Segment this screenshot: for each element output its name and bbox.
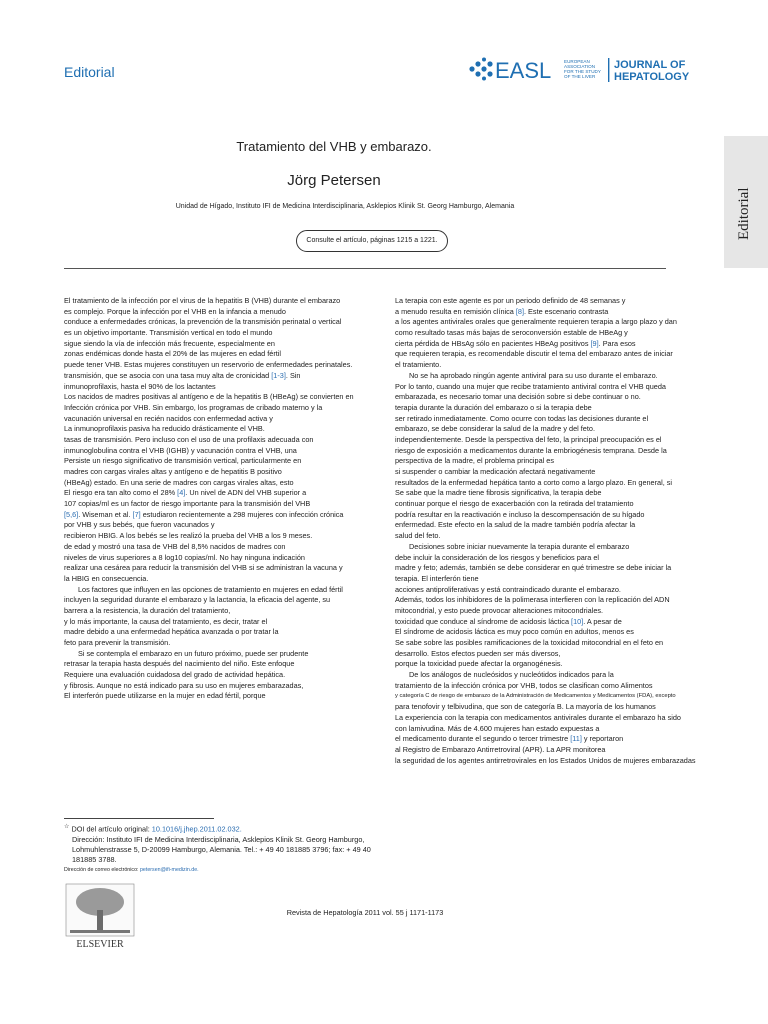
- easl-sub-line: ASSOCIATION: [564, 64, 596, 69]
- text-fragment: cierta pérdida de HBsAg sólo en pacientes HBeAg positivos: [395, 338, 591, 348]
- reference-link[interactable]: [5,6]: [64, 509, 79, 519]
- text-line: perspectiva de la madre, el problema principal es: [395, 456, 554, 466]
- text-line: madre y feto; además, también se debe considerar en qué trimestre se debe iniciar la: [395, 563, 672, 573]
- text-line: riesgo de exposición a medicamentos durante la embriogénesis temprana. Desde la: [395, 445, 667, 455]
- text-line: No se ha aprobado ningún agente antiviral para su uso durante el embarazo.: [409, 370, 658, 380]
- text-fragment: . Este escenario contrasta: [524, 306, 609, 316]
- text-line: a los agentes antivirales orales que generalmente requieren terapia a largo plazo y dan: [395, 317, 677, 327]
- text-line: Decisiones sobre iniciar nuevamente la terapia durante el embarazo: [409, 541, 630, 551]
- text-line: incluyen la seguridad durante el embarazo y la lactancia, la eficacia del agente, su: [64, 595, 331, 605]
- text-line: si suspender o cambiar la medicación afectará negativamente: [395, 467, 596, 476]
- text-line: Se sabe sobre las posibles ramificaciones de la toxicidad mitocondrial en el feto en: [395, 638, 664, 647]
- text-line: retrasar la terapia hasta después del nacimiento del niño. Este enfoque: [64, 659, 295, 669]
- text-line: debe incluir la consideración de los riesgos y beneficios para el: [395, 552, 600, 562]
- text-fragment: transmisión, que se asocia con una tasa muy alta de cronicidad: [64, 370, 272, 380]
- text-line: (HBeAg) estado. En una serie de madres con cargas virales altas, esto: [64, 477, 294, 487]
- text-line: como resultado tasas más bajas de seroconversión estable de HBeAg y: [395, 328, 628, 338]
- text-line: conduce a enfermedades crónicas, la prevención de la transmisión perinatal o vertical: [64, 317, 342, 327]
- text-line: Si se contempla el embarazo en un futuro próximo, puede ser prudente: [78, 648, 309, 658]
- reference-link[interactable]: [4]: [177, 488, 186, 498]
- text-line: enfermedad. Este efecto en la salud de la madre también podría afectar la: [395, 520, 636, 530]
- text-line: El síndrome de acidosis láctica es muy poco común en adultos, menos es: [395, 627, 634, 637]
- text-line: Se sabe que la madre tiene fibrosis significativa, la terapia debe: [395, 488, 602, 498]
- text-line: acciones antiproliferativas y está contraindicado durante el embarazo.: [395, 584, 621, 594]
- doi-label: DOI del artículo original:: [71, 824, 152, 834]
- text-line: por VHB y sus bebés, que fueron vacunados y: [64, 520, 215, 530]
- text-line: De los análogos de nucleósidos y nucleótidos indicados para la: [409, 670, 614, 680]
- text-line: Persiste un riesgo significativo de transmisión vertical, particularmente en: [64, 456, 302, 466]
- text-line: continuar porque el riesgo de exacerbación con la retirada del tratamiento: [395, 499, 634, 509]
- text-line: vacunación universal en recién nacidos con enfermedad activa y: [64, 413, 273, 423]
- reference-link[interactable]: [8]: [515, 306, 524, 316]
- text-line: terapia. El interferón tiene: [395, 573, 479, 583]
- text-line: y categoría C de riesgo de embarazo de la Administración de Medicamentos y Medicamentos (FDA), excepto: [395, 693, 676, 700]
- text-line: y lo más importante, la causa del tratamiento, es decir, tratar el: [64, 616, 268, 626]
- text-line: [395, 734, 737, 745]
- ground-icon: [70, 930, 130, 933]
- text-line: barrera a la resistencia, la duración del tratamiento,: [64, 605, 231, 615]
- text-fragment: . A pesar de: [583, 616, 622, 626]
- body-column-left: [64, 296, 406, 702]
- text-line: [395, 617, 737, 628]
- text-line: al Registro de Embarazo Antirretroviral (APR). La APR monitorea: [395, 744, 606, 754]
- text-line: inmunoprofilaxis, hasta el 90% de los lactantes: [64, 381, 216, 391]
- easl-dots-icon: [469, 58, 492, 81]
- text-line: Por lo tanto, cuando una mujer que recibe tratamiento antiviral contra el VHB queda: [395, 381, 666, 391]
- text-line: resultados de la enfermedad hepática tanto a corto como a largo plazo. En general, si: [395, 477, 673, 487]
- doi-line: ☆ DOI del artículo original: 10.1016/j.jhep.2011.02.032.: [64, 823, 242, 834]
- section-label[interactable]: Editorial: [64, 64, 115, 80]
- text-fragment: . Un nivel de ADN del VHB superior a: [185, 488, 307, 498]
- text-line: embarazada, es necesario tomar una decisión sobre si debe continuar o no.: [395, 392, 641, 402]
- journal-citation: Revista de Hepatología 2011 vol. 55 j 1171-1173: [286, 908, 444, 917]
- journal-name-line: HEPATOLOGY: [614, 71, 690, 83]
- text-line: 107 copias/ml es un factor de riesgo importante para la transmisión del VHB: [64, 499, 311, 509]
- reference-link[interactable]: [1-3]: [271, 370, 286, 380]
- text-line: ser retirado inmediatamente. Como ocurre con todas las decisiones durante el: [395, 413, 649, 423]
- text-line: La terapia con este agente es por un periodo definido de 48 semanas y: [395, 296, 626, 305]
- text-fragment: y reportaron: [581, 734, 624, 744]
- footnote-divider: [64, 818, 214, 819]
- header-divider: [64, 268, 666, 269]
- reference-link[interactable]: [10]: [571, 616, 584, 626]
- text-line: tasas de transmisión. Pero incluso con el uso de una profilaxis adecuada con: [64, 434, 314, 444]
- text-fragment: el medicamento durante el segundo o tercer trimestre: [395, 734, 571, 744]
- text-line: con lamivudina. Más de 4.600 mujeres han estado expuestas a: [395, 723, 600, 733]
- text-fragment: estudiaron recientemente a 298 mujeres con infección crónica: [140, 509, 344, 519]
- article-title: Tratamiento del VHB y embarazo.: [236, 139, 432, 154]
- text-line: porque la toxicidad puede afectar la organogénesis.: [395, 659, 563, 669]
- text-line: de edad y mostró una tasa de VHB del 8,5% nacidos de madres con: [64, 541, 286, 551]
- text-fragment: . Sin: [285, 370, 301, 380]
- consult-article-note[interactable]: Consulte el artículo, páginas 1215 a 1221.: [296, 230, 448, 252]
- easl-wordmark: EASL: [495, 58, 552, 83]
- text-line: es un objetivo importante. Transmisión vertical en todo el mundo: [64, 328, 273, 338]
- text-fragment: toxicidad que conduce al síndrome de acidosis láctica: [395, 616, 572, 626]
- text-line: terapia durante la duración del embarazo o si la terapia debe: [395, 402, 592, 412]
- text-line: madres con cargas virales altas y antígeno e de hepatitis B positivo: [64, 467, 282, 476]
- easl-sub-line: OF THE LIVER: [564, 74, 596, 79]
- text-line: realizar una cesárea para reducir la transmisión del VHB si se administran la vacuna y: [64, 563, 343, 573]
- text-line: Requiere una evaluación cuidadosa del grado de actividad hepática.: [64, 670, 286, 680]
- text-line: la seguridad de los agentes antirretrovirales en los Estados Unidos de mujeres embarazadas: [395, 755, 696, 765]
- footnote: [64, 822, 384, 875]
- text-line: es complejo. Porque la infección por el VHB en la infancia a menudo: [64, 306, 286, 316]
- text-line: niveles de virus superiores a 8 log10 copias/ml. No hay ninguna indicación: [64, 552, 305, 562]
- text-line: Los nacidos de madres positivas al antígeno e de la hepatitis B (HBeAg) se convierten en: [64, 392, 354, 402]
- text-line: [64, 488, 406, 499]
- text-line: el tratamiento.: [395, 360, 442, 370]
- text-line: [64, 510, 406, 521]
- text-line: la HBIG en consecuencia.: [64, 573, 149, 583]
- article-author: Jörg Petersen: [287, 172, 381, 189]
- text-line: [64, 371, 406, 382]
- text-line: inmunoglobulina contra el VHB (IGHB) y vacunación contra el VHB, una: [64, 445, 297, 455]
- body-column-right: [395, 296, 737, 766]
- text-line: madre debido a una enfermedad hepática avanzada o por tratar la: [64, 627, 279, 637]
- text-line: desarrollo. Estos efectos pueden ser más diversos,: [395, 648, 561, 658]
- text-line: mitocondrial, y esto puede provocar alteraciones mitocondriales.: [395, 605, 604, 615]
- text-line: El tratamiento de la infección por el virus de la hepatitis B (VHB) durante el embarazo: [64, 296, 341, 305]
- email-link[interactable]: petersen@ifi-medizin.de.: [139, 867, 199, 874]
- reference-link[interactable]: [9]: [590, 338, 599, 348]
- doi-link[interactable]: 10.1016/j.jhep.2011.02.032.: [151, 824, 242, 834]
- text-fragment: El riesgo era tan alto como el 28%: [64, 488, 178, 498]
- text-line: salud del feto.: [395, 531, 441, 541]
- text-fragment: a menudo resulta en remisión clínica: [395, 306, 516, 316]
- email-label: Dirección de correo electrónico:: [64, 867, 140, 874]
- text-line: La inmunoprofilaxis pasiva ha reducido drásticamente el VHB.: [64, 424, 265, 434]
- text-line: Infección crónica por VHB. Sin embargo, los programas de cribado materno y la: [64, 402, 323, 412]
- logo-divider: [608, 58, 609, 82]
- text-line: recibieron HBIG. A los bebés se les realizó la prueba del VHB a los 9 meses.: [64, 531, 313, 541]
- text-line: [395, 339, 737, 350]
- reference-link[interactable]: [7]: [132, 509, 141, 519]
- journal-name-line: JOURNAL OF: [614, 59, 686, 71]
- easl-journal-logo: [466, 56, 706, 88]
- author-affiliation: Unidad de Hígado, Instituto IFI de Medicina Interdisciplinaria, Asklepios Klinik St. Georg Hamburgo, Alemania: [175, 203, 515, 210]
- text-line: puede tener VHB. Estas mujeres constituyen un reservorio de enfermedades perinatales.: [64, 360, 353, 370]
- text-line: [395, 307, 737, 318]
- publisher-name: ELSEVIER: [76, 939, 124, 950]
- text-line: Además, todos los inhibidores de la polimerasa interfieren con la replicación del ADN: [395, 595, 670, 605]
- text-line: El interferón puede utilizarse en la mujer en edad fértil, porque: [64, 691, 266, 701]
- text-line: La experiencia con la terapia con medicamentos antivirales durante el embarazo ha sido: [395, 712, 681, 722]
- easl-sub-line: EUROPEAN: [564, 59, 590, 64]
- text-line: para tenofovir y telbivudina, que son de categoría B. La mayoría de los humanos: [395, 702, 656, 712]
- text-fragment: . Wiseman et al.: [78, 509, 133, 519]
- side-tab-label: Editorial: [736, 187, 752, 240]
- text-line: zonas endémicas donde hasta el 20% de las mujeres en edad fértil: [64, 349, 282, 359]
- text-fragment: . Para esos: [598, 338, 636, 348]
- text-line: tratamiento de la infección crónica por VHB, todos se clasifican como Alimentos: [395, 680, 653, 690]
- text-line: independientemente. Desde la perspectiva del feto, la principal preocupación es el: [395, 434, 662, 444]
- side-section-tab: [724, 136, 768, 268]
- author-address: Dirección: Instituto IFI de Medicina Interdisciplinaria, Asklepios Klinik St. Georg Hamburgo, Lohmuhlenstrasse 5, D-20099 Hamburgo, Alemania. Tel.: + 49 40 181885 3796; fax: + 49 40 181885 3788.: [72, 834, 371, 865]
- text-line: que requieren terapia, es recomendable discutir el tema del embarazo antes de iniciar: [395, 349, 673, 359]
- text-line: Los factores que influyen en las opciones de tratamiento en mujeres en edad fértil: [78, 584, 343, 594]
- easl-sub-line: FOR THE STUDY: [564, 69, 601, 74]
- text-line: y fibrosis. Aunque no está indicado para su uso en mujeres embarazadas,: [64, 680, 304, 690]
- text-line: feto para prevenir la transmisión.: [64, 638, 171, 647]
- text-line: embarazo, se debe considerar la salud de la madre y del feto.: [395, 424, 595, 434]
- text-line: sigue siendo la vía de infección más frecuente, especialmente en: [64, 338, 275, 348]
- text-line: podría resultar en la reactivación e incluso la descompensación de su hígado: [395, 509, 645, 519]
- email-line: [64, 865, 384, 875]
- reference-link[interactable]: [11]: [570, 734, 582, 744]
